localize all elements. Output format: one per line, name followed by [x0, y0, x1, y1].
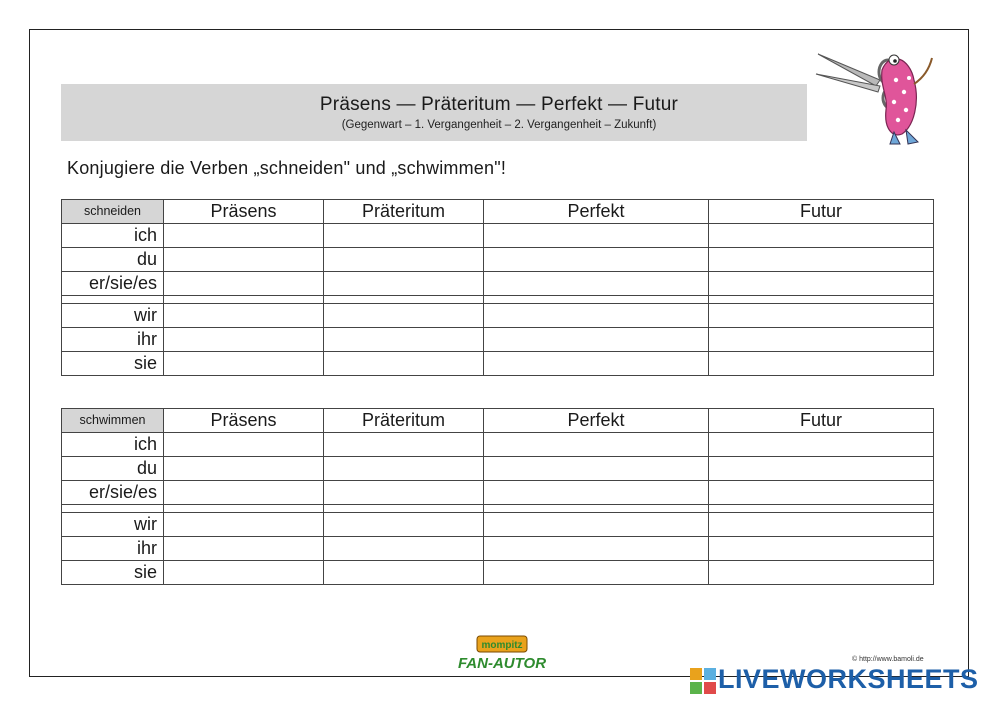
separator-row — [62, 296, 934, 304]
answer-cell[interactable] — [709, 352, 934, 376]
answer-cell[interactable] — [709, 537, 934, 561]
answer-cell[interactable] — [324, 304, 484, 328]
answer-cell[interactable] — [484, 272, 709, 296]
scissors-mascot-illustration — [810, 40, 950, 150]
copyright-text: © http://www.bamoli.de — [852, 656, 924, 663]
answer-cell[interactable] — [324, 457, 484, 481]
pronoun-label: sie — [62, 561, 164, 585]
answer-cell[interactable] — [164, 513, 324, 537]
answer-cell[interactable] — [484, 457, 709, 481]
answer-cell[interactable] — [484, 513, 709, 537]
verb-label: schneiden — [62, 200, 164, 224]
answer-cell[interactable] — [164, 352, 324, 376]
tense-header: Präteritum — [324, 200, 484, 224]
tense-header: Futur — [709, 409, 934, 433]
verb-label: schwimmen — [62, 409, 164, 433]
tense-header: Futur — [709, 200, 934, 224]
conjugation-table-schneiden — [61, 199, 934, 376]
answer-cell[interactable] — [324, 513, 484, 537]
answer-cell[interactable] — [484, 248, 709, 272]
liveworksheets-brand: LIVEWORKSHEETS — [718, 664, 979, 694]
answer-cell[interactable] — [164, 224, 324, 248]
pronoun-label: er/sie/es — [62, 272, 164, 296]
answer-cell[interactable] — [164, 457, 324, 481]
answer-cell[interactable] — [324, 272, 484, 296]
pronoun-label: ich — [62, 224, 164, 248]
answer-cell[interactable] — [484, 224, 709, 248]
table-row — [62, 248, 934, 272]
pronoun-label: du — [62, 248, 164, 272]
pronoun-label: ihr — [62, 328, 164, 352]
tense-header: Präsens — [164, 409, 324, 433]
table-row — [62, 433, 934, 457]
logo-top-text: mompitz — [481, 640, 523, 651]
answer-cell[interactable] — [484, 352, 709, 376]
answer-cell[interactable] — [484, 328, 709, 352]
answer-cell[interactable] — [164, 248, 324, 272]
tense-header: Perfekt — [484, 409, 709, 433]
answer-cell[interactable] — [484, 561, 709, 585]
answer-cell[interactable] — [709, 561, 934, 585]
answer-cell[interactable] — [164, 433, 324, 457]
answer-cell[interactable] — [164, 328, 324, 352]
answer-cell[interactable] — [324, 224, 484, 248]
instruction-text: Konjugiere die Verben „schneiden" und „schwimmen"! — [67, 158, 507, 178]
table-row — [62, 481, 934, 505]
answer-cell[interactable] — [324, 561, 484, 585]
answer-cell[interactable] — [324, 248, 484, 272]
answer-cell[interactable] — [709, 248, 934, 272]
table-row — [62, 561, 934, 585]
table-header-row — [62, 409, 934, 433]
table-row — [62, 304, 934, 328]
pronoun-label: er/sie/es — [62, 481, 164, 505]
answer-cell[interactable] — [484, 537, 709, 561]
page-title: Präsens — Präteritum — Perfekt — Futur — [319, 94, 679, 115]
pronoun-label: ich — [62, 433, 164, 457]
answer-cell[interactable] — [709, 433, 934, 457]
table-header-row — [62, 200, 934, 224]
table-row — [62, 513, 934, 537]
tense-header: Präteritum — [324, 409, 484, 433]
table-row — [62, 272, 934, 296]
pronoun-label: du — [62, 457, 164, 481]
answer-cell[interactable] — [324, 328, 484, 352]
answer-cell[interactable] — [484, 304, 709, 328]
answer-cell[interactable] — [709, 328, 934, 352]
answer-cell[interactable] — [164, 304, 324, 328]
answer-cell[interactable] — [164, 537, 324, 561]
table-row — [62, 537, 934, 561]
answer-cell[interactable] — [484, 481, 709, 505]
answer-cell[interactable] — [164, 272, 324, 296]
answer-cell[interactable] — [484, 433, 709, 457]
liveworksheets-badge-icon — [690, 668, 716, 694]
page-subtitle: (Gegenwart – 1. Vergangenheit – 2. Vergangenheit – Zukunft) — [341, 119, 657, 131]
table-row — [62, 224, 934, 248]
table-row — [62, 328, 934, 352]
answer-cell[interactable] — [709, 304, 934, 328]
answer-cell[interactable] — [324, 433, 484, 457]
logo-bottom-text: FAN-AUTOR — [457, 655, 547, 672]
table-row — [62, 457, 934, 481]
separator-row — [62, 505, 934, 513]
mompitz-fan-autor-logo — [455, 634, 550, 674]
answer-cell[interactable] — [709, 513, 934, 537]
answer-cell[interactable] — [709, 224, 934, 248]
header-band — [61, 84, 807, 141]
answer-cell[interactable] — [324, 481, 484, 505]
answer-cell[interactable] — [324, 537, 484, 561]
answer-cell[interactable] — [709, 272, 934, 296]
answer-cell[interactable] — [709, 481, 934, 505]
tense-header: Perfekt — [484, 200, 709, 224]
answer-cell[interactable] — [164, 561, 324, 585]
pronoun-label: sie — [62, 352, 164, 376]
tense-header: Präsens — [164, 200, 324, 224]
answer-cell[interactable] — [324, 352, 484, 376]
conjugation-table-schwimmen — [61, 408, 934, 585]
pronoun-label: ihr — [62, 537, 164, 561]
answer-cell[interactable] — [164, 481, 324, 505]
pronoun-label: wir — [62, 304, 164, 328]
table-row — [62, 352, 934, 376]
answer-cell[interactable] — [709, 457, 934, 481]
pronoun-label: wir — [62, 513, 164, 537]
